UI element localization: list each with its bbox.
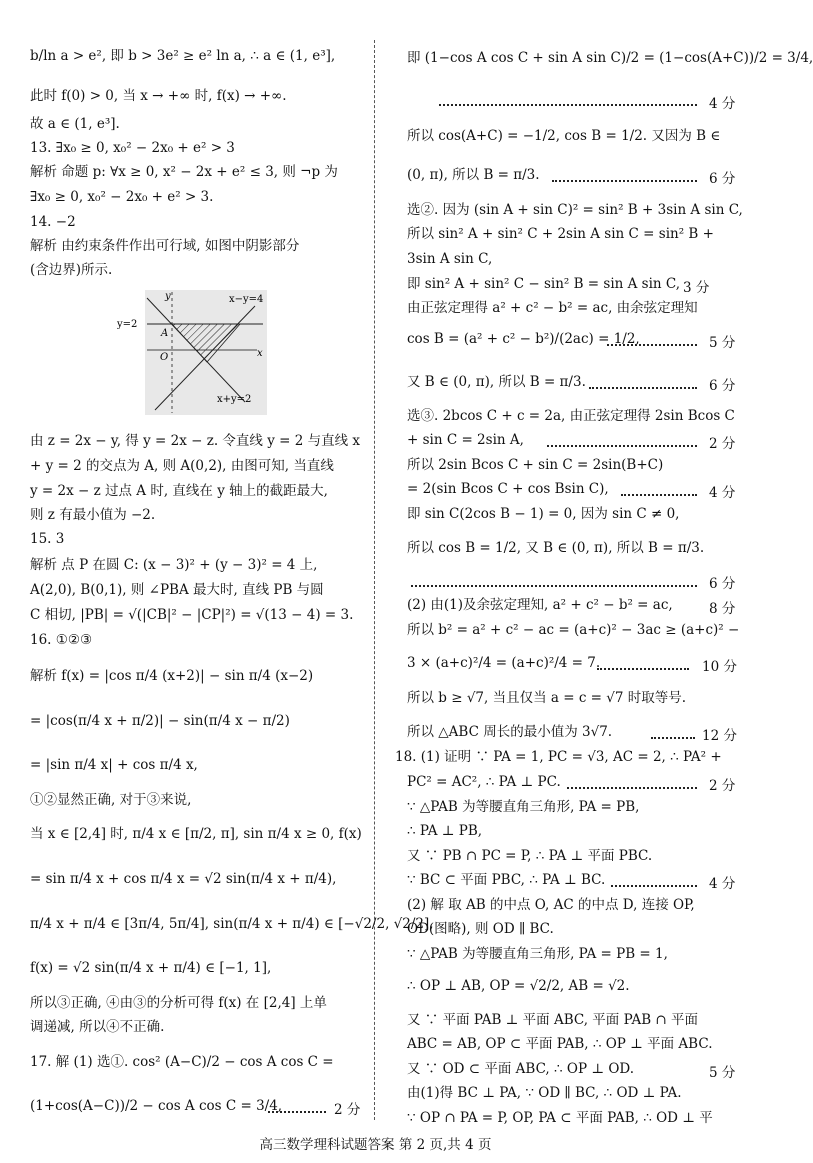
answer-17-start: 17. 解 (1) 选①. cos² (A−C)/2 − cos A cos C = xyxy=(30,1054,334,1070)
text-line: ∵ BC ⊂ 平面 PBC, ∴ PA ⊥ BC. xyxy=(407,872,606,888)
score-label: 8 分 xyxy=(709,601,736,617)
score-label: 10 分 xyxy=(702,659,737,675)
dot-leader xyxy=(651,737,695,739)
score-label: 3 分 xyxy=(683,280,710,296)
text-line: (2) 由(1)及余弦定理知, a² + c² − b² = ac, xyxy=(407,597,673,613)
text-line: π/4 x + π/4 ∈ [3π/4, 5π/4], sin(π/4 x + π/4) ∈ [−√2/2, √2/2], xyxy=(30,916,434,932)
answer-15: 15. 3 xyxy=(30,531,65,547)
text-line: ∴ PA ⊥ PB, xyxy=(407,823,483,839)
text-line: C 相切, |PB| = √(|CB|² − |CP|²) = √(13 − 4) = 3. xyxy=(30,607,354,623)
text-line: 此时 f(0) > 0, 当 x → +∞ 时, f(x) → +∞. xyxy=(30,88,287,104)
text-line: 故 a ∈ (1, e³]. xyxy=(30,116,120,132)
text-line: + sin C = 2sin A, xyxy=(407,432,524,448)
text-line: 又 ∵ 平面 PAB ⊥ 平面 ABC, 平面 PAB ∩ 平面 xyxy=(407,1012,699,1028)
page-footer: 高三数学理科试题答案 第 2 页,共 4 页 xyxy=(259,1137,492,1153)
dot-leader xyxy=(552,180,697,182)
score-label: 6 分 xyxy=(709,378,736,394)
text-line: 解析 点 P 在圆 C: (x − 3)² + (y − 3)² = 4 上, xyxy=(30,557,318,573)
text-line: 选③. 2bcos C + c = 2a, 由正弦定理得 2sin Bcos C xyxy=(407,408,735,424)
text-line: (1+cos(A−C))/2 − cos A cos C = 3/4, xyxy=(30,1098,283,1114)
feasible-region-figure xyxy=(117,290,267,415)
label-y-2: y=2 xyxy=(117,319,138,330)
answer-13: 13. ∃x₀ ≥ 0, x₀² − 2x₀ + e² > 3 xyxy=(30,140,235,156)
dot-leader xyxy=(547,445,697,447)
text-line: b/ln a > e², 即 b > 3e² ≥ e² ln a, ∴ a ∈ (1, e³], xyxy=(30,48,336,64)
text-line: 所以 2sin Bcos C + sin C = 2sin(B+C) xyxy=(407,457,664,473)
label-origin: O xyxy=(160,352,169,363)
text-line: ∵ △PAB 为等腰直角三角形, PA = PB, xyxy=(407,799,640,815)
text-line: y = 2x − z 过点 A 时, 直线在 y 轴上的截距最大, xyxy=(30,483,328,499)
score-label: 4 分 xyxy=(709,485,736,501)
dot-leader xyxy=(611,885,697,887)
score-label: 6 分 xyxy=(709,576,736,592)
text-line: 解析 f(x) = |cos π/4 (x+2)| − sin π/4 (x−2) xyxy=(30,668,314,684)
dot-leader xyxy=(607,344,697,346)
score-label: 5 分 xyxy=(709,335,736,351)
score-label: 12 分 xyxy=(702,728,737,744)
text-line: = |cos(π/4 x + π/2)| − sin(π/4 x − π/2) xyxy=(30,713,290,729)
text-line: PC² = AC², ∴ PA ⊥ PC. xyxy=(407,774,561,790)
dot-leader xyxy=(567,787,697,789)
dot-leader xyxy=(411,585,697,587)
text-line: ABC = AB, OP ⊂ 平面 PAB, ∴ OP ⊥ 平面 ABC. xyxy=(407,1036,713,1052)
text-line: 所以 b ≥ √7, 当且仅当 a = c = √7 时取等号. xyxy=(407,690,687,706)
text-line: (2) 解 取 AB 的中点 O, AC 的中点 D, 连接 OP, xyxy=(407,897,695,913)
score-label: 2 分 xyxy=(709,778,736,794)
text-line: 所以 b² = a² + c² − ac = (a+c)² − 3ac ≥ (a+c)² − xyxy=(407,622,740,638)
text-line: 调递减, 所以④不正确. xyxy=(30,1019,165,1035)
text-line: A(2,0), B(0,1), 则 ∠PBA 最大时, 直线 PB 与圆 xyxy=(30,582,324,598)
text-line: OD(图略), 则 OD ∥ BC. xyxy=(407,921,554,937)
feasible-region-graph xyxy=(117,290,267,415)
label-point-a: A xyxy=(161,328,169,339)
score-label: 2 分 xyxy=(709,436,736,452)
text-line: 所以 sin² A + sin² C + 2sin A sin C = sin² B + xyxy=(407,226,714,242)
dot-leader xyxy=(268,1111,326,1113)
text-line: 又 ∵ OD ⊂ 平面 ABC, ∴ OP ⊥ OD. xyxy=(407,1061,635,1077)
text-line: 由正弦定理得 a² + c² − b² = ac, 由余弦定理知 xyxy=(407,300,698,316)
answer-18: 18. (1) 证明 ∵ PA = 1, PC = √3, AC = 2, ∴ PA² + xyxy=(395,749,722,765)
score-label: 6 分 xyxy=(709,171,736,187)
label-x-plus-y: x+y=2 xyxy=(217,394,252,405)
text-line: 即 sin² A + sin² C − sin² B = sin A sin C, xyxy=(407,276,681,292)
text-line: (0, π), 所以 B = π/3. xyxy=(407,167,540,183)
text-line: 即 sin C(2cos B − 1) = 0, 因为 sin C ≠ 0, xyxy=(407,506,680,522)
text-line: 解析 命题 p: ∀x ≥ 0, x² − 2x + e² ≤ 3, 则 ¬p 为 xyxy=(30,164,338,180)
text-line: = sin π/4 x + cos π/4 x = √2 sin(π/4 x + π/4), xyxy=(30,871,337,887)
score-label: 5 分 xyxy=(709,1065,736,1081)
label-y-axis: y xyxy=(165,291,171,302)
text-line: = |sin π/4 x| + cos π/4 x, xyxy=(30,757,198,773)
answer-16: 16. ①②③ xyxy=(30,632,93,648)
dot-leader xyxy=(597,668,689,670)
text-line: cos B = (a² + c² − b²)/(2ac) = 1/2, xyxy=(407,331,640,347)
score-label: 2 分 xyxy=(334,1102,361,1118)
dot-leader xyxy=(621,494,697,496)
text-line: 由(1)得 BC ⊥ PA, ∵ OD ∥ BC, ∴ OD ⊥ PA. xyxy=(407,1085,682,1101)
text-line: 即 (1−cos A cos C + sin A sin C)/2 = (1−cos(A+C))/2 = 3/4, xyxy=(407,50,813,66)
text-line: 由 z = 2x − y, 得 y = 2x − z. 令直线 y = 2 与直线 x xyxy=(30,433,361,449)
text-line: 所以 cos(A+C) = −1/2, cos B = 1/2. 又因为 B ∈ xyxy=(407,128,721,144)
text-line: ∵ △PAB 为等腰直角三角形, PA = PB = 1, xyxy=(407,946,668,962)
text-line: 又 ∵ PB ∩ PC = P, ∴ PA ⊥ 平面 PBC. xyxy=(407,848,653,864)
score-label: 4 分 xyxy=(709,876,736,892)
text-line: f(x) = √2 sin(π/4 x + π/4) ∈ [−1, 1], xyxy=(30,960,272,976)
text-line: + y = 2 的交点为 A, 则 A(0,2), 由图可知, 当直线 xyxy=(30,458,334,474)
text-line: ∃x₀ ≥ 0, x₀² − 2x₀ + e² > 3. xyxy=(30,189,214,205)
text-line: 选②. 因为 (sin A + sin C)² = sin² B + 3sin A sin C, xyxy=(407,202,743,218)
dot-leader xyxy=(439,104,697,106)
text-line: 所以③正确, ④由③的分析可得 f(x) 在 [2,4] 上单 xyxy=(30,995,327,1011)
column-divider xyxy=(374,40,375,1120)
label-x-axis: x xyxy=(257,348,263,359)
answer-14: 14. −2 xyxy=(30,214,76,230)
label-x-minus-y: x−y=4 xyxy=(229,294,264,305)
text-line: 3sin A sin C, xyxy=(407,251,493,267)
text-line: ①②显然正确, 对于③来说, xyxy=(30,792,192,808)
text-line: (含边界)所示. xyxy=(30,262,113,278)
text-line: 又 B ∈ (0, π), 所以 B = π/3. xyxy=(407,374,586,390)
text-line: ∴ OP ⊥ AB, OP = √2/2, AB = √2. xyxy=(407,978,630,994)
score-label: 4 分 xyxy=(709,96,736,112)
dot-leader xyxy=(589,387,697,389)
text-line: = 2(sin Bcos C + cos Bsin C), xyxy=(407,481,609,497)
text-line: 所以 cos B = 1/2, 又 B ∈ (0, π), 所以 B = π/3. xyxy=(407,540,705,556)
text-line: ∵ OP ∩ PA = P, OP, PA ⊂ 平面 PAB, ∴ OD ⊥ 平 xyxy=(407,1110,713,1126)
text-line: 3 × (a+c)²/4 = (a+c)²/4 = 7. xyxy=(407,655,601,671)
text-line: 解析 由约束条件作出可行域, 如图中阴影部分 xyxy=(30,238,300,254)
text-line: 当 x ∈ [2,4] 时, π/4 x ∈ [π/2, π], sin π/4 x ≥ 0, f(x) xyxy=(30,826,362,842)
text-line: 所以 △ABC 周长的最小值为 3√7. xyxy=(407,724,613,740)
text-line: 则 z 有最小值为 −2. xyxy=(30,507,156,523)
